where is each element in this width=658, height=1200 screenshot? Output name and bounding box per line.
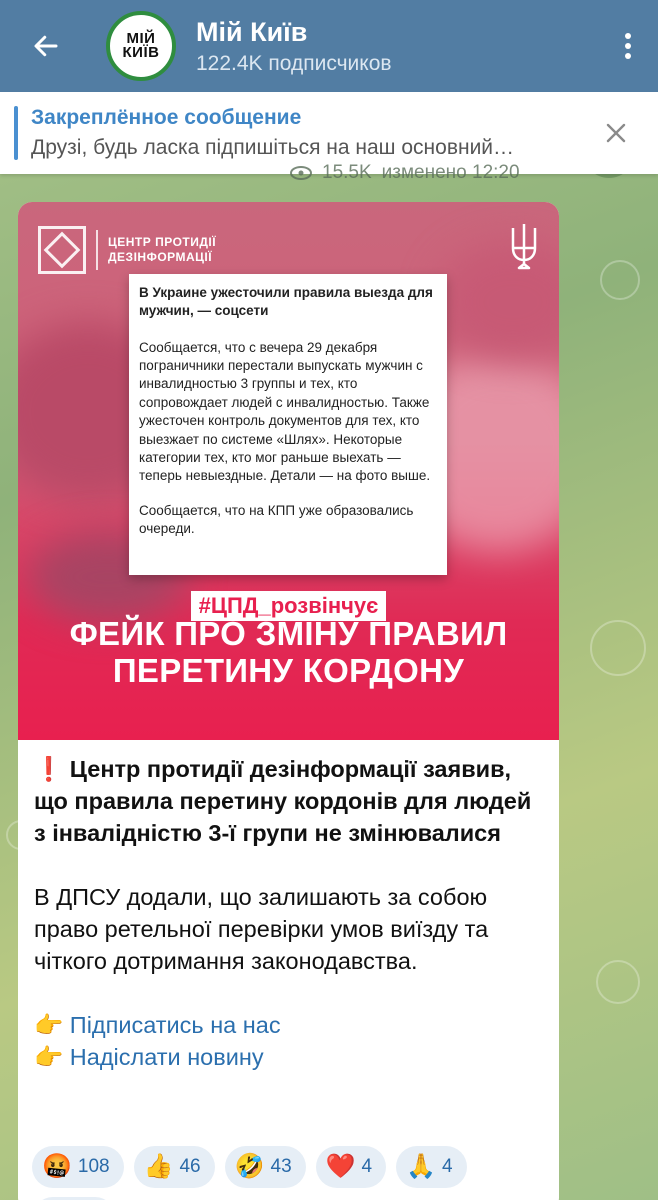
- pointing-hand-icon: 👉: [34, 1011, 64, 1038]
- previous-message-meta: [290, 162, 520, 184]
- rofl-face-icon: 🤣: [234, 1153, 265, 1180]
- reaction-count: 43: [270, 1156, 292, 1177]
- reaction-count: 108: [77, 1156, 110, 1177]
- card-title: В Украине ужесточили правила выезда для мужчин, — соцсети: [139, 285, 433, 319]
- message-bold-text: Центр протидії дезінформації заявив, що правила перетину кордонів для людей з інвалідністю 3-ї групи не змінювалися: [34, 756, 532, 846]
- exclamation-icon: ❗: [34, 756, 64, 782]
- pinned-close-button[interactable]: [586, 92, 646, 174]
- message-photo[interactable]: [18, 202, 559, 740]
- eye-icon: [290, 166, 312, 180]
- folded-hands-icon: 🙏: [406, 1153, 437, 1180]
- message-links: [34, 1010, 545, 1074]
- more-vertical-icon: [622, 31, 634, 61]
- message-bubble[interactable]: [18, 202, 559, 1200]
- channel-avatar[interactable]: [106, 11, 176, 81]
- pinned-title: Закреплённое сообщение: [31, 106, 302, 129]
- reactions-bar: [32, 1146, 467, 1188]
- reaction-angry[interactable]: [32, 1146, 124, 1188]
- header-info[interactable]: [196, 17, 598, 76]
- reaction-count: 4: [361, 1156, 373, 1177]
- view-count: 15.5K: [322, 162, 372, 183]
- subscriber-count: 122.4K подписчиков: [196, 51, 392, 75]
- photo-headline: [18, 616, 559, 690]
- reaction-count: 4: [442, 1156, 453, 1177]
- thumbs-up-icon: 👍: [143, 1153, 174, 1180]
- card-paragraph-2: Сообщается, что на КПП уже образовались очереди.: [139, 502, 414, 536]
- edited-label: изменено 12:20: [381, 162, 520, 183]
- wallpaper-doodle: [590, 620, 646, 676]
- back-button[interactable]: [0, 0, 92, 92]
- headline-line-2: ПЕРЕТИНУ КОРДОНУ: [112, 651, 465, 689]
- more-menu-button[interactable]: [598, 0, 658, 92]
- channel-title: Мій Київ: [196, 16, 308, 47]
- reaction-heart[interactable]: [316, 1146, 386, 1188]
- subscribe-link-row[interactable]: [34, 1010, 545, 1042]
- reaction-count: 46: [179, 1156, 201, 1177]
- send-news-link-row[interactable]: [34, 1042, 545, 1074]
- close-icon: [605, 122, 627, 144]
- fake-news-card: [129, 274, 447, 575]
- hashtag-text: #ЦПД_розвінчує: [191, 591, 387, 621]
- message-text: [18, 740, 559, 1074]
- message-bold-paragraph: [34, 754, 545, 850]
- reaction-pray[interactable]: [396, 1146, 466, 1188]
- wallpaper-doodle: [596, 960, 640, 1004]
- reaction-rofl[interactable]: [225, 1146, 306, 1188]
- logo-divider: [96, 230, 98, 270]
- cpd-logo-text: [108, 235, 216, 265]
- cpd-logo-mark: [38, 226, 86, 274]
- card-paragraph-1: Сообщается, что с вечера 29 декабря пограничники перестали выпускать мужчин с инвалидностью 3 группы и тех, кто сопровождает людей с инвалидностью. Также ужесточен контроль документов для тех, кто выезжает по системе «Шлях». Некоторые категории тех, кто мог раньше выехать — теперь невыездные. Детали — на фото выше.: [139, 339, 431, 484]
- cpd-logo: [38, 226, 216, 274]
- subscribe-link[interactable]: Підписатись на нас: [69, 1011, 281, 1038]
- pointing-hand-icon: 👉: [34, 1043, 64, 1070]
- pinned-content: [31, 106, 586, 160]
- logo-line-1: ЦЕНТР ПРОТИДІЇ: [108, 235, 217, 249]
- chat-header: [0, 0, 658, 92]
- headline-line-1: ФЕЙК ПРО ЗМІНУ ПРАВИЛ: [69, 615, 508, 652]
- pinned-indicator: [14, 106, 18, 160]
- arrow-left-icon: [31, 31, 61, 61]
- avatar-text-bottom: КИЇВ: [122, 44, 160, 61]
- message-paragraph-2: В ДПСУ додали, що залишають за собою право ретельної перевірки умов виїзду та чіткого дотримання законодавства.: [34, 883, 489, 974]
- heart-icon: ❤️: [325, 1153, 356, 1180]
- reaction-thumbs-up[interactable]: [134, 1146, 215, 1188]
- logo-line-2: ДЕЗІНФОРМАЦІЇ: [108, 250, 213, 264]
- avatar-text-top: МІЙ: [126, 29, 156, 47]
- pinned-preview: Друзі, будь ласка підпишіться на наш основний…: [31, 136, 515, 159]
- wallpaper-doodle: [600, 260, 640, 300]
- send-news-link[interactable]: Надіслати новину: [69, 1043, 264, 1070]
- angry-face-icon: 🤬: [42, 1153, 72, 1180]
- trident-icon: [507, 222, 541, 270]
